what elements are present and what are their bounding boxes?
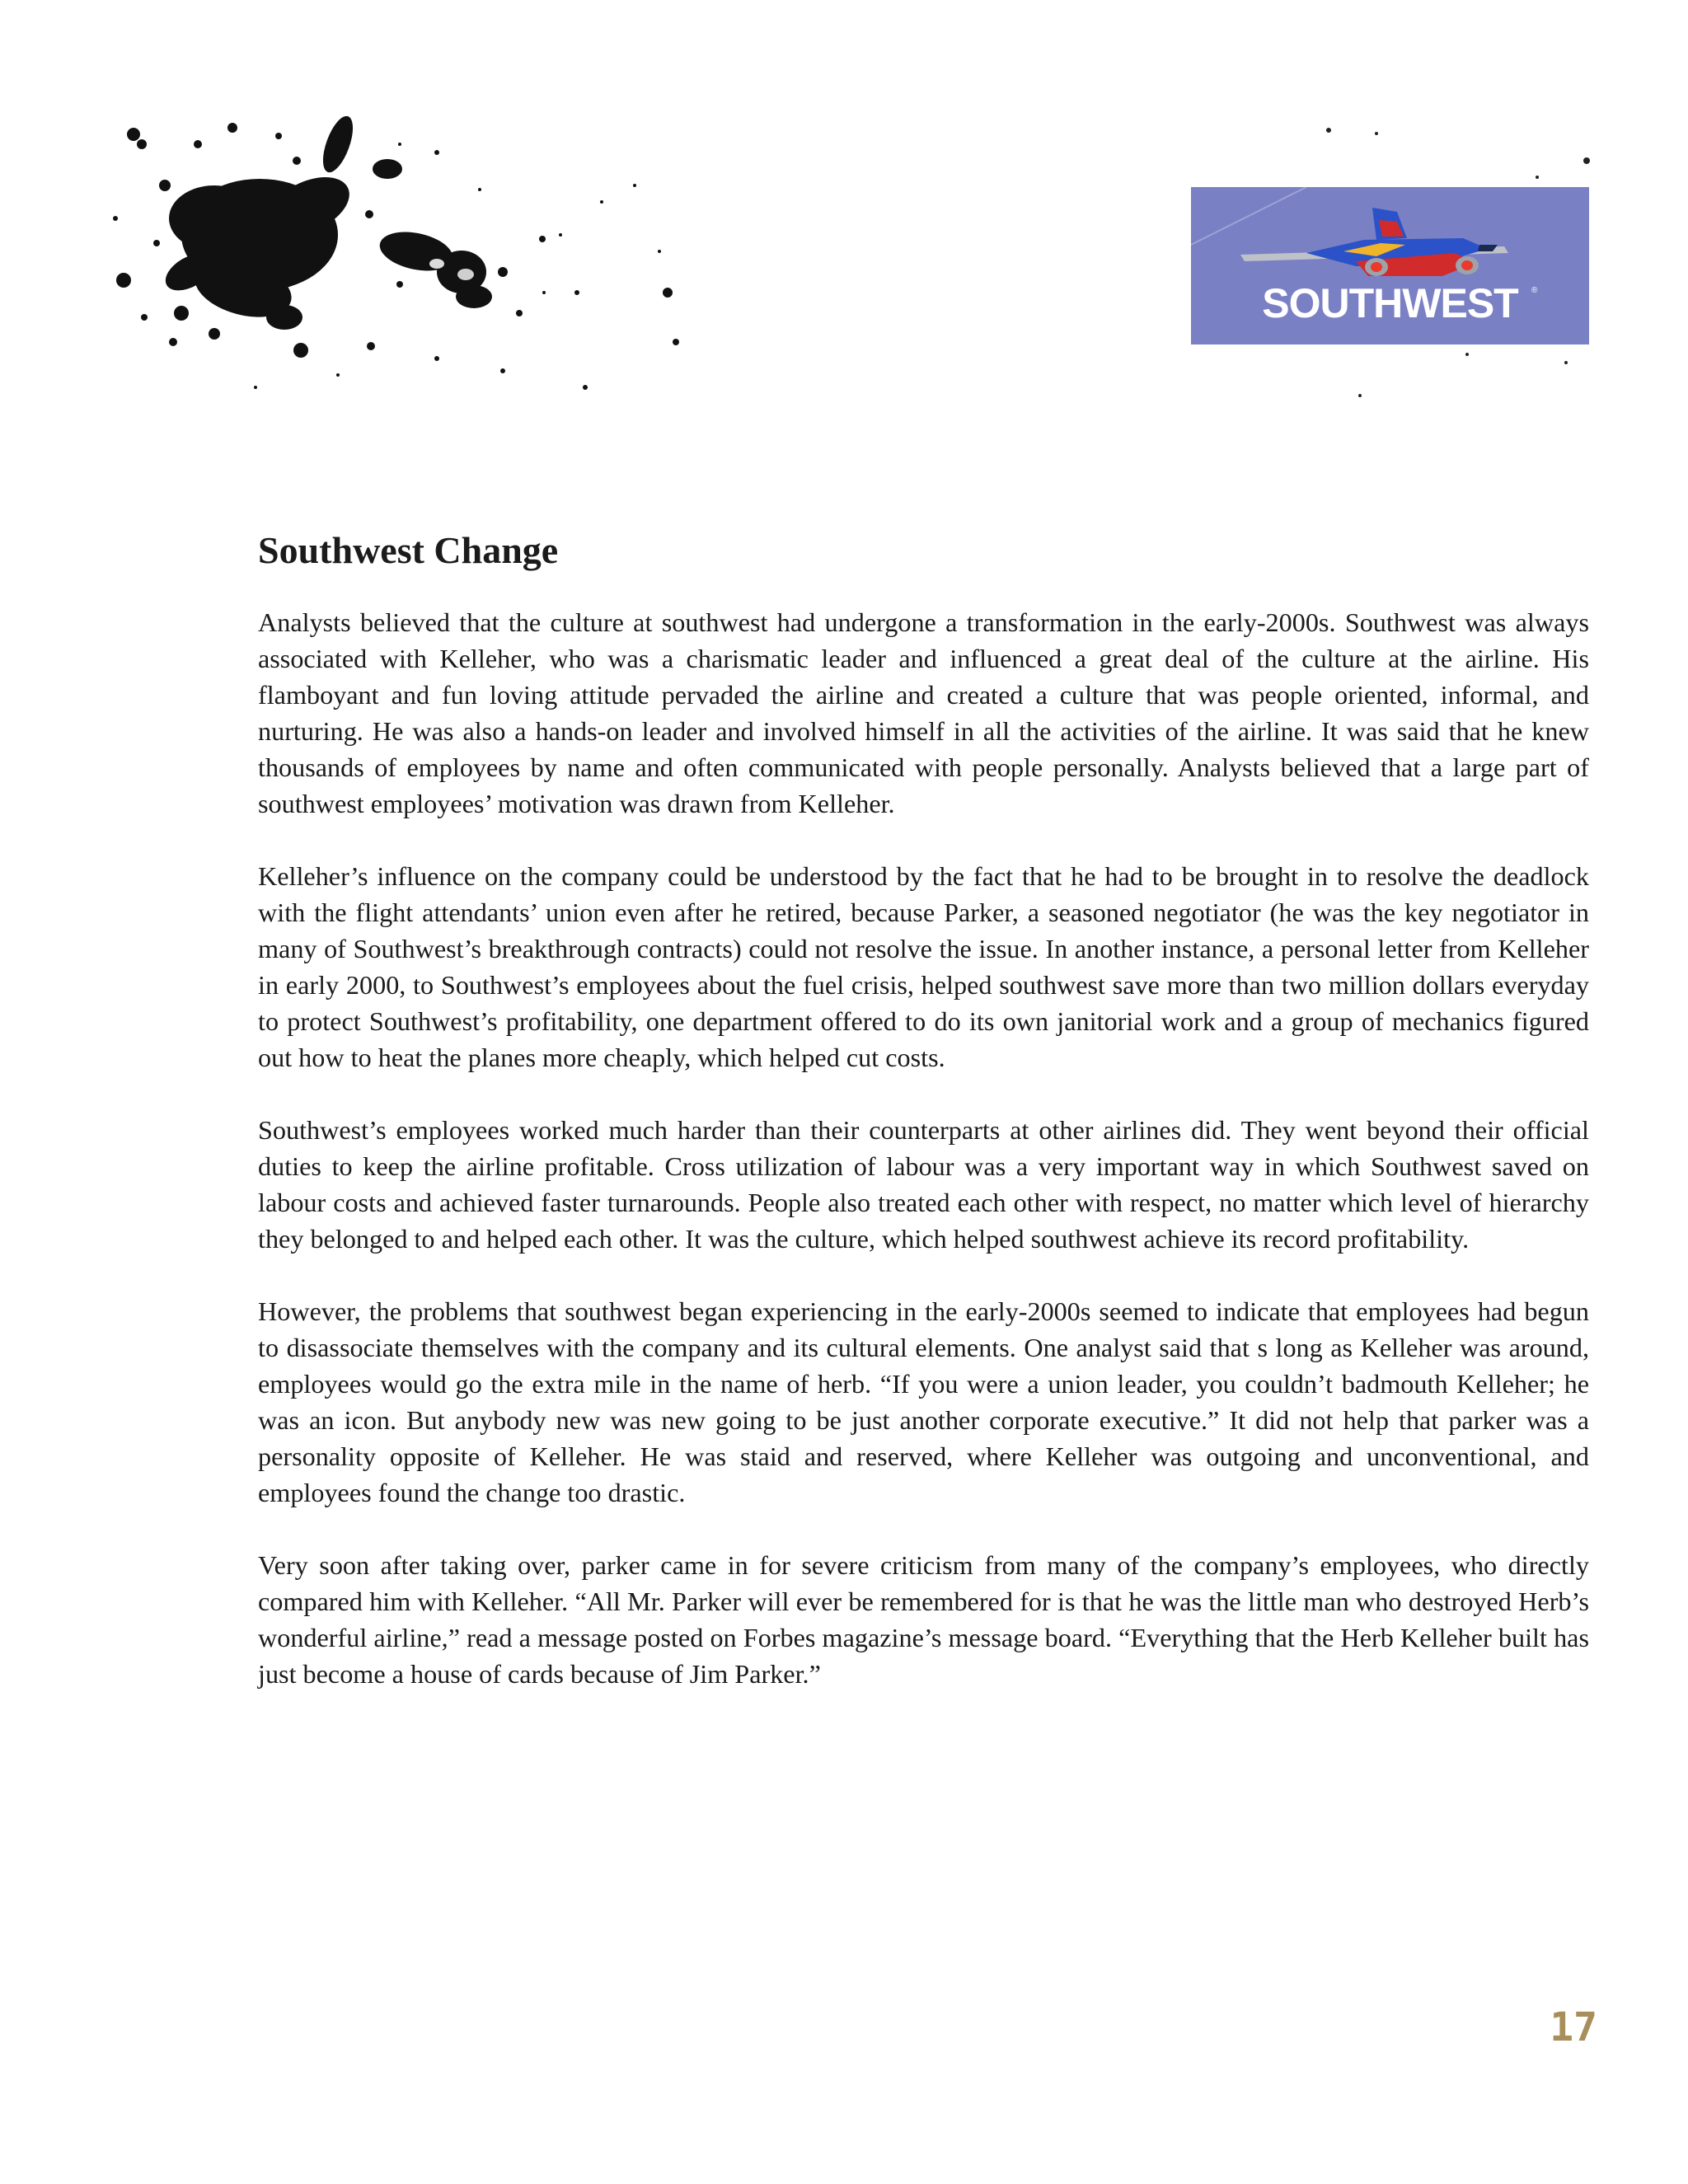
southwest-logo xyxy=(1191,187,1589,344)
article xyxy=(258,527,1589,1728)
logo-wordmark: SOUTHWEST xyxy=(1262,280,1518,326)
page-number: 17 xyxy=(1550,2004,1597,2050)
paragraph: Analysts believed that the culture at southwest had undergone a transformation in the early-2000s. Southwest was always associated with Kelleher, who was a charismatic leader and influenced a great deal of the culture at the airline. His flamboyant and fun loving attitude pervaded the airline and created a culture that was people oriented, informal, and nurturing. He was also a hands-on leader and involved himself in all the activities of the airline. It was said that he knew thousands of employees by name and often communicated with people personally. Analysts believed that a large part of southwest employees’ motivation was drawn from Kelleher. xyxy=(258,607,1589,819)
paragraph: Southwest’s employees worked much harder than their counterparts at other airlines did. They went beyond their official duties to keep the airline profitable. Cross utilization of labour was a very important way in which Southwest saved on labour costs and achieved faster turnarounds. People also treated each other with respect, no matter which level of hierarchy they belonged to and helped each other. It was the culture, which helped southwest achieve its record profitability. xyxy=(258,1115,1589,1254)
article-title: Southwest Change xyxy=(258,529,559,571)
paragraph: Kelleher’s influence on the company could be understood by the fact that he had to be brought in to resolve the deadlock with the flight attendants’ union even after he retired, because Parker, a seasoned negotiator (he was the key negotiator in many of Southwest’s breakthrough contracts) could not resolve the issue. In another instance, a personal letter from Kelleher in early 2000, to Southwest’s employees about the fuel crisis, helped southwest save more than two million dollars everyday to protect Southwest’s profitability, one department offered to do its own janitorial work and a group of mechanics figured out how to heat the planes more cheaply, which helped cut costs. xyxy=(258,861,1589,1073)
paragraph: Very soon after taking over, parker came in for severe criticism from many of the company’s employees, who directly compared him with Kelleher. “All Mr. Parker will ever be remembered for is that he was the little man who destroyed Herb’s wonderful airline,” read a message posted on Forbes magazine’s message board. “Everything that the Herb Kelleher built has just become a house of cards because of Jim Parker.” xyxy=(258,1550,1589,1690)
ink-splatter xyxy=(91,95,684,408)
paragraph: However, the problems that southwest began experiencing in the early-2000s seemed to indicate that employees had begun to disassociate themselves with the company and its cultural elements. One analyst said that s long as Kelleher was around, employees would go the extra mile in the name of herb. “If you were a union leader, you couldn’t badmouth Kelleher; he was an icon. But anybody new was new going to be just another corporate executive.” It did not help that parker was a personality opposite of Kelleher. He was staid and reserved, where Kelleher was outgoing and unconventional, and employees found the change too drastic. xyxy=(258,1296,1589,1508)
registered-mark: ® xyxy=(1531,286,1538,295)
